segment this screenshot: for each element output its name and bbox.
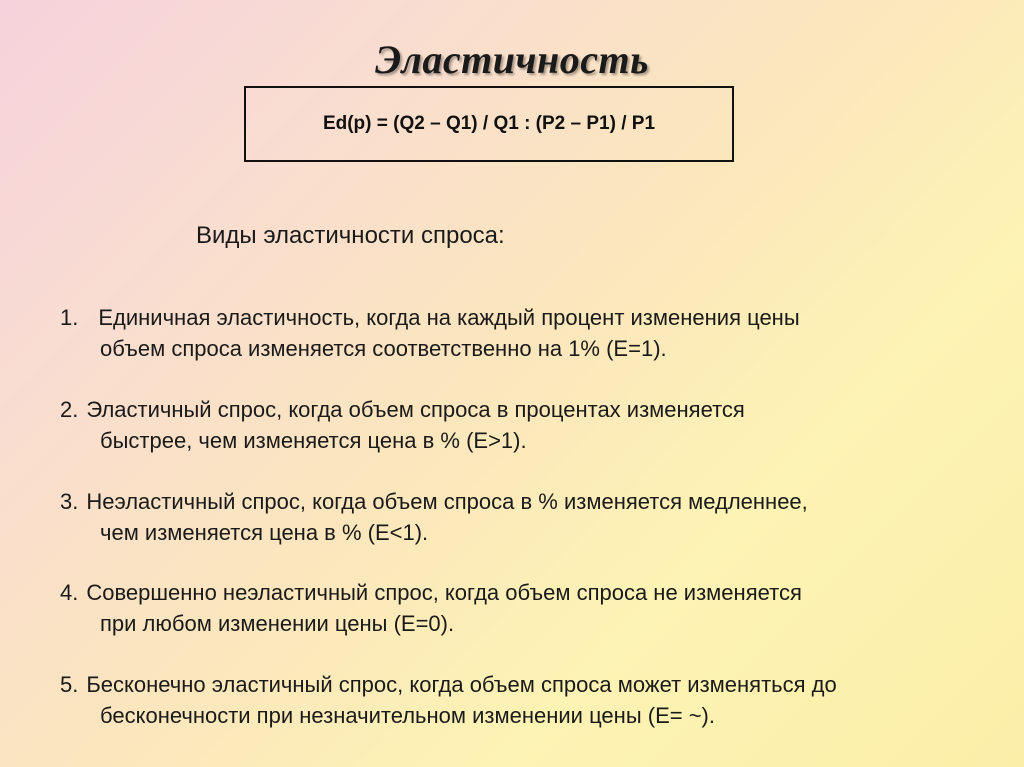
formula-box (244, 86, 734, 162)
item-number: 5. (60, 672, 79, 697)
list-item (60, 486, 980, 548)
item-text-line2: быстрее, чем изменяется цена в % (E>1). (100, 428, 527, 453)
item-text-line1: Эластичный спрос, когда объем спроса в процентах изменяется (86, 397, 745, 422)
item-text-line2: чем изменяется цена в % (E<1). (100, 520, 429, 545)
item-number: 1. (60, 305, 79, 330)
list-item (60, 302, 980, 364)
item-text-line1: Совершенно неэластичный спрос, когда объем спроса не изменяется (86, 580, 802, 605)
item-text-line1: Единичная эластичность, когда на каждый процент изменения цены (98, 305, 800, 330)
section-heading: Виды эластичности спроса: (196, 222, 505, 249)
item-text-line2: объем спроса изменяется соответственно на 1% (E=1). (100, 336, 667, 361)
formula-text: Ed(p) = (Q2 – Q1) / Q1 : (P2 – P1) / P1 (322, 113, 656, 134)
item-number: 4. (60, 580, 79, 605)
item-number: 3. (60, 489, 79, 514)
slide-title: Эластичность (375, 37, 649, 82)
list-item (60, 669, 980, 731)
list-item (60, 577, 980, 639)
item-text-line1: Неэластичный спрос, когда объем спроса в % изменяется медленнее, (86, 489, 808, 514)
item-number: 2. (60, 397, 79, 422)
item-text-line2: при любом изменении цены (E=0). (100, 611, 455, 636)
item-text-line2: бесконечности при незначительном изменении цены (E= ~). (100, 703, 715, 728)
item-text-line1: Бесконечно эластичный спрос, когда объем спроса может изменяться до (86, 672, 837, 697)
list-item (60, 394, 980, 456)
